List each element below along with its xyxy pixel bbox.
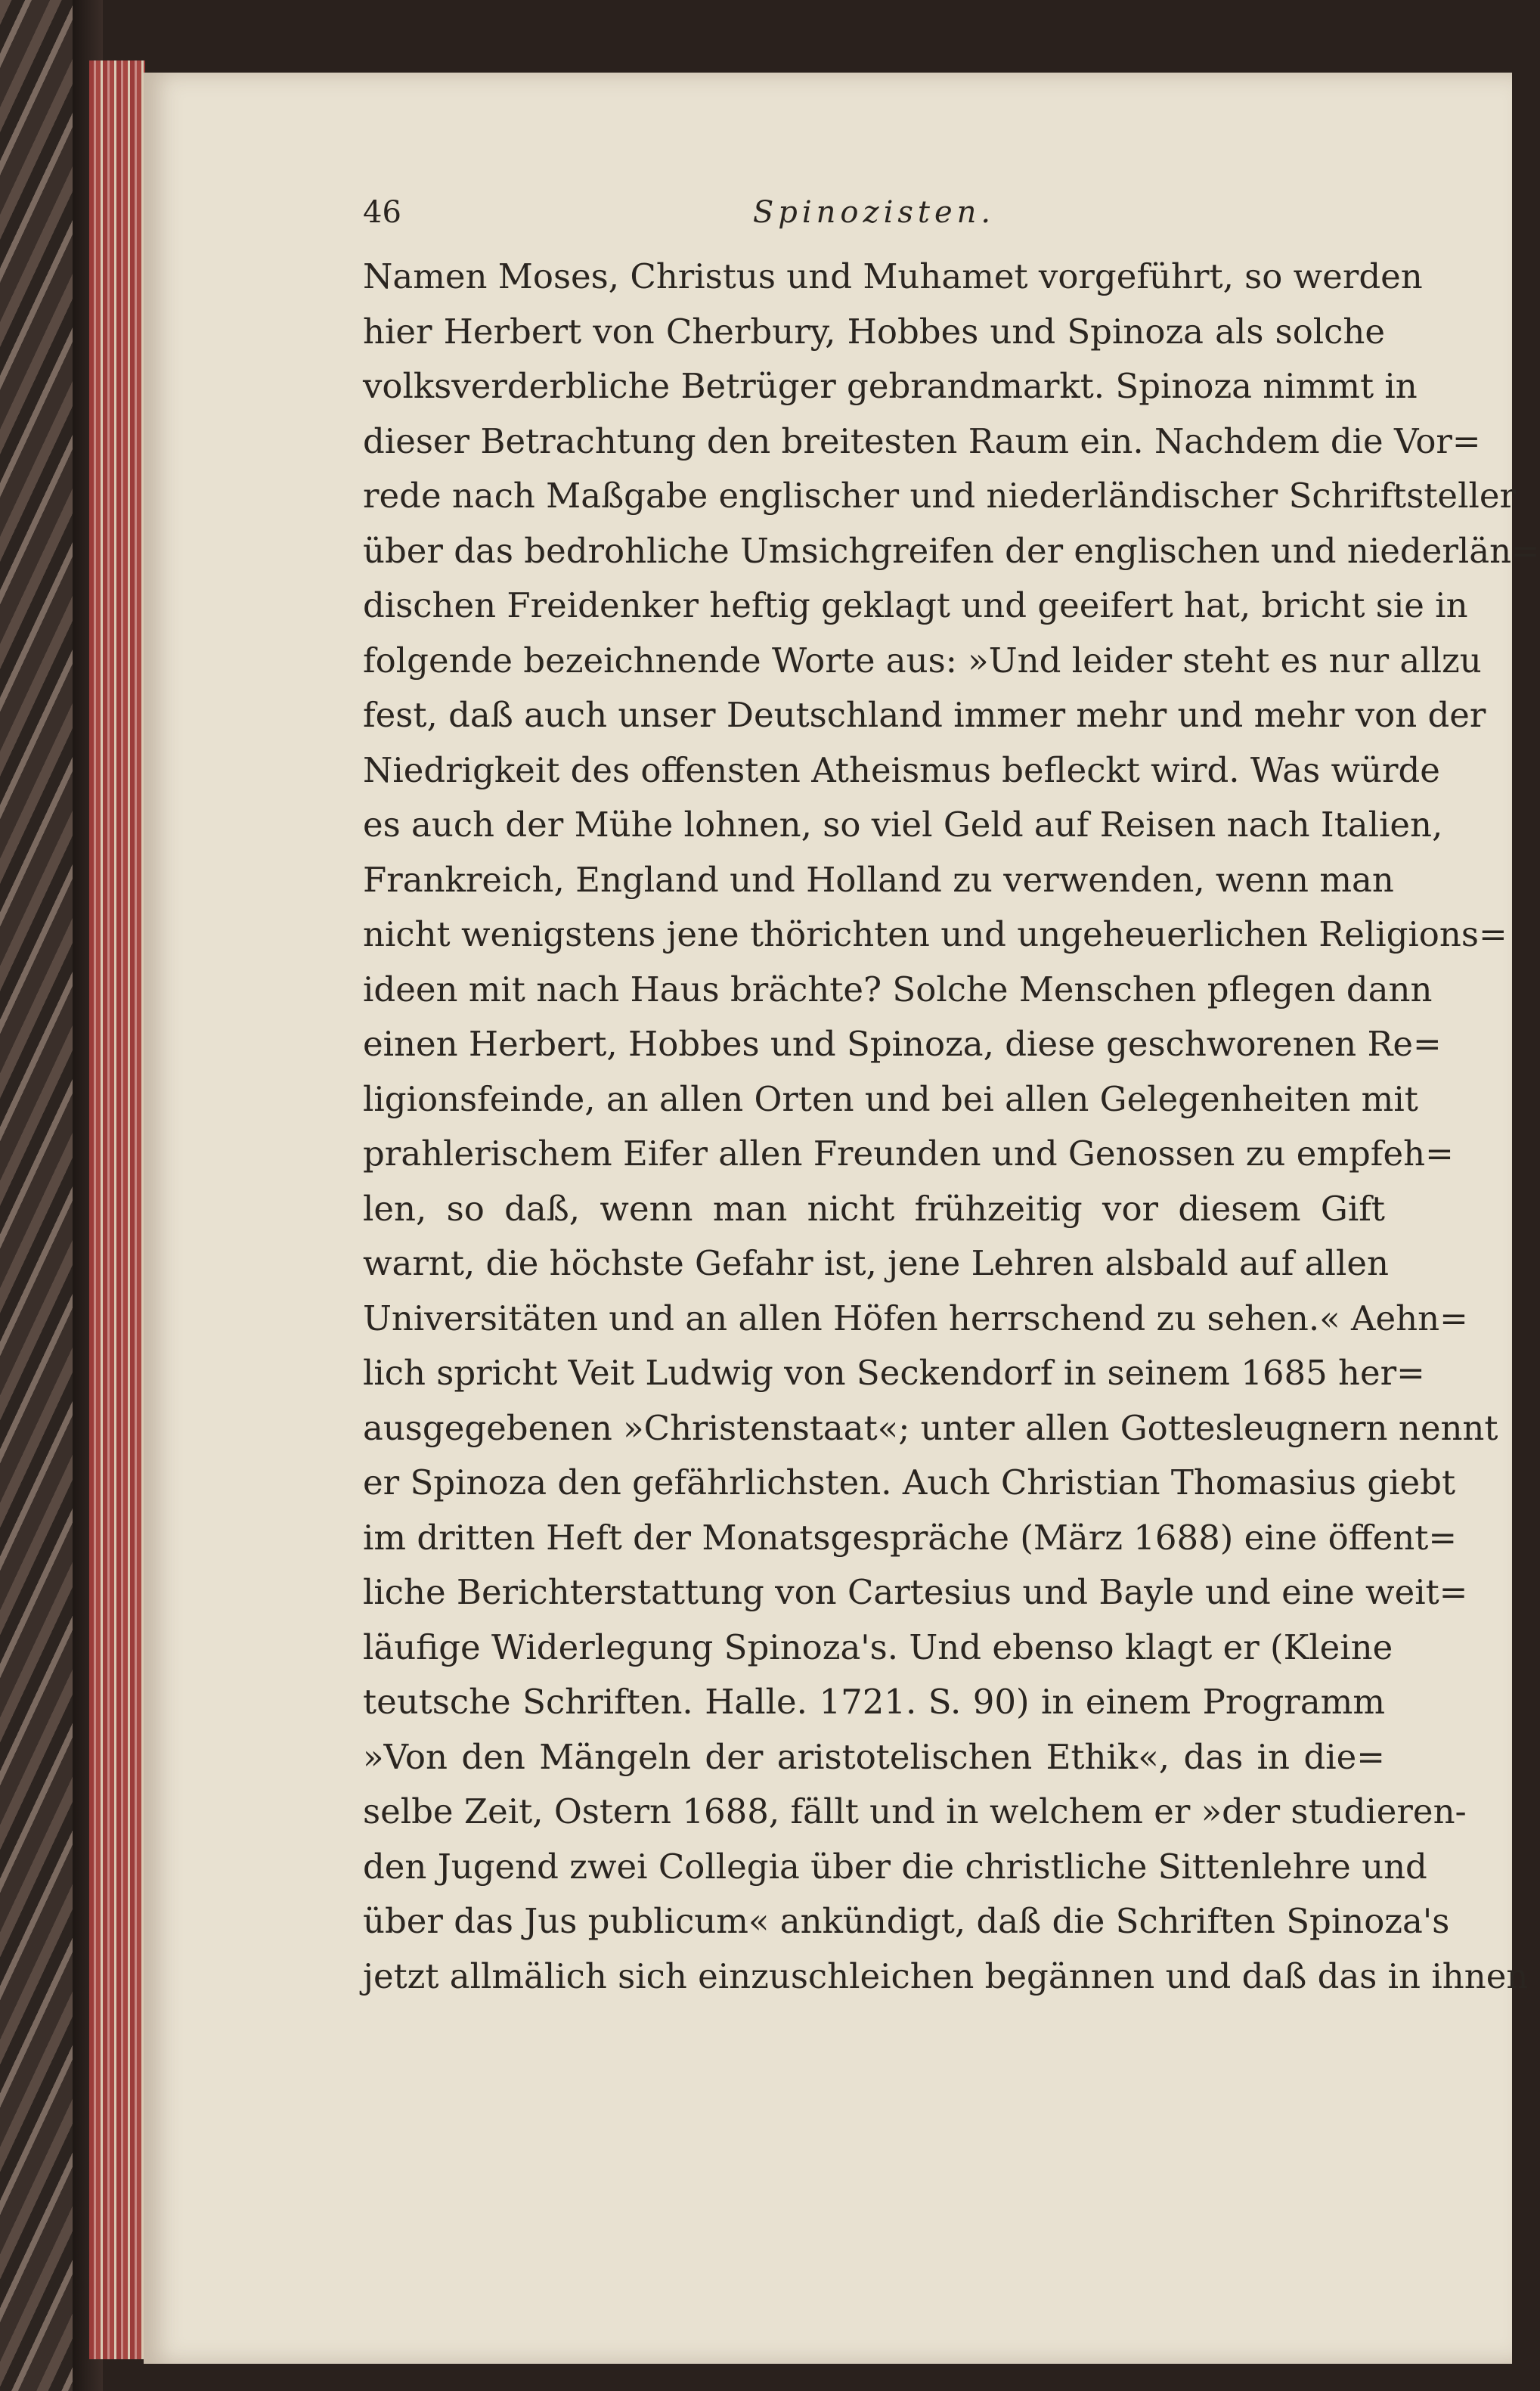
text-line: »Von den Mängeln der aristotelischen Ethik«, das in die= (363, 1736, 1385, 1777)
text-line: rede nach Maßgabe englischer und niederländischer Schriftsteller (363, 476, 1516, 516)
text-line: ausgegebenen »Christenstaat«; unter allen Gottesleugnern nennt (363, 1407, 1498, 1448)
text-line: ligionsfeinde, an allen Orten und bei allen Gelegenheiten mit (363, 1078, 1418, 1119)
text-line: es auch der Mühe lohnen, so viel Geld auf Reisen nach Italien, (363, 805, 1443, 845)
text-line: fest, daß auch unser Deutschland immer mehr und mehr von der (363, 695, 1486, 735)
text-line: prahlerischem Eifer allen Freunden und Genossen zu empfeh= (363, 1133, 1454, 1174)
text-line: volksverderbliche Betrüger gebrandmarkt. Spinoza nimmt in (363, 366, 1418, 406)
text-line: Frankreich, England und Holland zu verwenden, wenn man (363, 859, 1394, 900)
text-line: liche Berichterstattung von Cartesius und Bayle und eine weit= (363, 1572, 1468, 1612)
text-line: warnt, die höchste Gefahr ist, jene Lehren alsbald auf allen (363, 1243, 1389, 1283)
text-line: hier Herbert von Cherbury, Hobbes und Spinoza als solche (363, 311, 1385, 352)
text-line: nicht wenigstens jene thörichten und ungeheuerlichen Religions= (363, 914, 1507, 954)
text-line: den Jugend zwei Collegia über die christliche Sittenlehre und (363, 1846, 1427, 1887)
text-line: Niedrigkeit des offensten Atheismus befleckt wird. Was würde (363, 749, 1440, 790)
body-text (363, 250, 1540, 2004)
text-line: Universitäten und an allen Höfen herrschend zu sehen.« Aehn= (363, 1298, 1468, 1338)
text-line: einen Herbert, Hobbes und Spinoza, diese geschworenen Re= (363, 1024, 1442, 1064)
page-header (363, 195, 1385, 233)
page-edges (89, 60, 145, 2359)
text-line: lich spricht Veit Ludwig von Seckendorf in seinem 1685 her= (363, 1353, 1425, 1393)
text-line: jetzt allmälich sich einzuschleichen begännen und daß das in ihnen (363, 1955, 1529, 1996)
text-line: Namen Moses, Christus und Muhamet vorgeführt, so werden (363, 256, 1423, 296)
text-line: folgende bezeichnende Worte aus: »Und leider steht es nur allzu (363, 640, 1482, 681)
page-number: 46 (363, 195, 401, 230)
text-line: über das bedrohliche Umsichgreifen der englischen und niederlän= (363, 530, 1540, 571)
text-line: selbe Zeit, Ostern 1688, fällt und in welchem er »der studieren- (363, 1791, 1467, 1831)
text-line: er Spinoza den gefährlichsten. Auch Christian Thomasius giebt (363, 1462, 1456, 1503)
text-line: läufige Widerlegung Spinoza's. Und ebenso klagt er (Kleine (363, 1627, 1393, 1667)
text-line: teutsche Schriften. Halle. 1721. S. 90) in einem Programm (363, 1682, 1385, 1722)
text-line: ideen mit nach Haus brächte? Solche Menschen pflegen dann (363, 969, 1433, 1009)
text-line: im dritten Heft der Monatsgespräche (März 1688) eine öffent= (363, 1517, 1458, 1558)
text-line: len, so daß, wenn man nicht frühzeitig vor diesem Gift (363, 1188, 1385, 1229)
text-line: über das Jus publicum« ankündigt, daß die Schriften Spinoza's (363, 1901, 1450, 1941)
running-title: Spinozisten. (752, 195, 996, 230)
text-line: dieser Betrachtung den breitesten Raum ein. Nachdem die Vor= (363, 420, 1481, 461)
text-line: dischen Freidenker heftig geklagt und geeifert hat, bricht sie in (363, 585, 1468, 625)
